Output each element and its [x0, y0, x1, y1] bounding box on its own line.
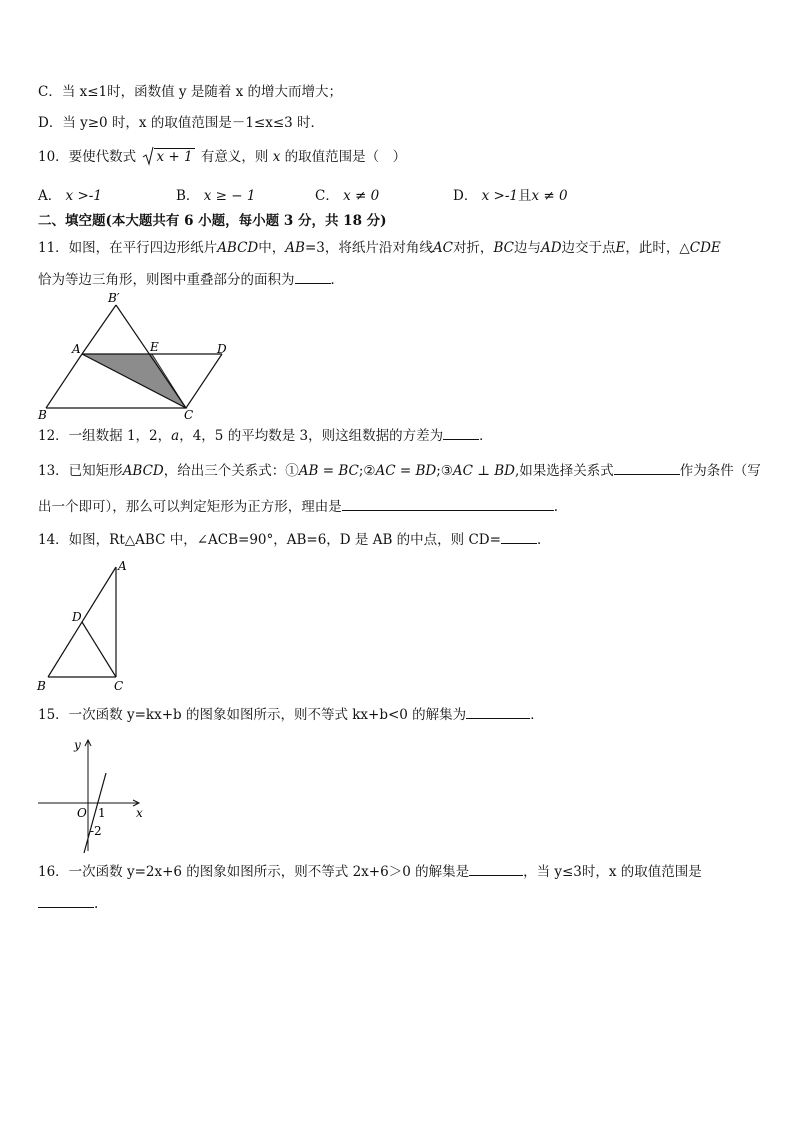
q15-text: 15．一次函数 y=kx+b 的图象如图所示，则不等式 kx+b<0 的解集为	[38, 707, 467, 723]
q14-label-a: A	[118, 559, 127, 573]
q11-label-b: B	[38, 408, 47, 422]
q10-option-d-math2: x ≠ 0	[531, 188, 568, 204]
q13-abcd: ABCD	[122, 463, 164, 479]
q13-sep-1: ;②	[358, 463, 376, 479]
q11-text-5: 边与	[513, 240, 541, 256]
q12-text-1: 12．一组数据 1，2，	[38, 428, 172, 444]
q12-end: ．	[479, 428, 493, 444]
q12-answer-blank[interactable]	[443, 427, 479, 440]
q15-end: ．	[530, 707, 544, 723]
q13-relation-3: AC ⊥ BD	[452, 463, 515, 479]
q16-line1	[38, 863, 702, 881]
q16-answer-blank-1[interactable]	[469, 863, 523, 876]
q11-text-6: 边交于点	[561, 240, 616, 256]
q11-label-d: D	[217, 342, 227, 356]
q11-text-3: =3，将纸片沿对角线	[304, 240, 433, 256]
q13-relation-1: AB = BC	[298, 463, 359, 479]
radical-sign-icon	[142, 146, 154, 166]
q13-text-3: ,如果选择关系式	[514, 463, 614, 479]
q13-line2-text: 出一个即可），那么可以判定矩形为正方形，理由是	[38, 499, 342, 515]
q11-ac: AC	[432, 240, 453, 256]
q13-sep-2: ;③	[436, 463, 453, 479]
q15-label-x: x	[136, 806, 143, 820]
q14-answer-blank[interactable]	[501, 531, 537, 544]
q10-option-a-label: A．	[38, 188, 62, 204]
q10-stem-pre: 10．要使代数式	[38, 149, 137, 165]
q11-ab: AB	[285, 240, 305, 256]
q13-answer-blank-2[interactable]	[342, 498, 554, 511]
q10-option-a-math: x >-1	[65, 188, 102, 204]
q13-text-4: 作为条件（写	[679, 463, 761, 479]
q11-text-4: 对折，	[452, 240, 494, 256]
q16-mid: ，当 y≤3时，x 的取值范围是	[523, 864, 702, 880]
q14	[38, 531, 550, 549]
q10-option-a	[38, 187, 102, 205]
q9-option-c: C．当 x≤1时，函数值 y 是随着 x 的增大而增大；	[38, 84, 343, 100]
section-2-heading: 二、填空题(本大题共有 6 小题，每小题 3 分，共 18 分)	[38, 213, 387, 229]
q10-radicand: x + 1	[156, 149, 193, 165]
q10-stem-post: 的取值范围是（ ）	[284, 149, 407, 165]
q12	[38, 427, 493, 445]
q9-option-d: D．当 y≥0 时，x 的取值范围是－1≤x≤3 时．	[38, 115, 325, 131]
q10-option-d	[453, 187, 568, 205]
q11-line2-text: 恰为等边三角形，则图中重叠部分的面积为	[38, 272, 295, 288]
q11-edge-dc	[186, 354, 222, 408]
q11-end: ．	[330, 272, 344, 288]
q12-a: a	[171, 428, 180, 444]
q10-option-c	[315, 187, 379, 205]
q15	[38, 706, 544, 724]
q11-edge-ab-prime	[82, 305, 116, 354]
q15-label-1: 1	[98, 806, 106, 820]
q11-bc: BC	[493, 240, 514, 256]
q11-label-c: C	[184, 408, 194, 422]
q16-end: .	[94, 896, 99, 912]
q15-answer-blank[interactable]	[466, 706, 530, 719]
q14-text: 14．如图，Rt△ABC 中，∠ACB=90°，AB=6，D 是 AB 的中点，则 CD=	[38, 532, 501, 548]
q13-text-2: ，给出三个关系式：①	[163, 463, 299, 479]
q13-answer-blank-1[interactable]	[614, 462, 680, 475]
q13-text-1: 13．已知矩形	[38, 463, 123, 479]
q11-label-e: E	[150, 340, 159, 354]
q15-label-y: y	[74, 738, 81, 752]
q15-figure	[34, 733, 154, 857]
q10-var: x	[272, 149, 281, 165]
q12-text-2: ，4，5 的平均数是 3，则这组数据的方差为	[179, 428, 444, 444]
q14-median-cd	[82, 622, 116, 677]
q10-option-d-and: 且	[518, 188, 532, 204]
q10-option-b-math: x ≥ − 1	[203, 188, 256, 204]
q11-edge-ab	[46, 354, 82, 408]
q10-option-c-math: x ≠ 0	[343, 188, 380, 204]
q13-line2	[38, 498, 558, 516]
q14-label-b: B	[37, 679, 46, 693]
q10-option-d-label: D．	[453, 188, 478, 204]
q16-text: 16．一次函数 y=2x+6 的图象如图所示，则不等式 2x+6＞0 的解集是	[38, 864, 470, 880]
q13-end: .	[553, 499, 559, 515]
q10-option-d-math1: x >-1	[481, 188, 518, 204]
q15-label-origin: O	[77, 806, 87, 820]
q14-label-c: C	[114, 679, 124, 693]
q11-line1	[38, 239, 721, 257]
q11-line2	[38, 271, 344, 289]
q10-stem	[38, 148, 406, 166]
q11-label-a: A	[72, 342, 81, 356]
q13-line1	[38, 462, 761, 480]
q13-relation-2: AC = BD	[375, 463, 437, 479]
q11-answer-blank[interactable]	[295, 271, 331, 284]
q10-option-b	[176, 187, 255, 205]
q15-label-neg2: -2	[90, 824, 102, 838]
q10-sqrt	[142, 148, 194, 166]
q11-text-7: ，此时，	[625, 240, 680, 256]
q14-figure	[34, 556, 134, 696]
q16-answer-blank-2[interactable]	[38, 895, 94, 908]
q11-text-2: 中，	[258, 240, 286, 256]
q11-figure	[34, 290, 239, 422]
q10-option-c-label: C．	[315, 188, 339, 204]
q10-stem-mid: 有意义，则	[200, 149, 269, 165]
q11-abcd: ABCD	[217, 240, 259, 256]
q16-line2	[38, 895, 98, 913]
q11-e: E	[615, 240, 626, 256]
q11-text-1: 11．如图，在平行四边形纸片	[38, 240, 218, 256]
q10-option-b-label: B．	[176, 188, 200, 204]
q11-label-b-prime: B′	[108, 291, 120, 305]
q14-end: ．	[536, 532, 551, 548]
q11-cde: △CDE	[679, 240, 721, 256]
q11-ad: AD	[540, 240, 562, 256]
q14-label-d: D	[72, 610, 82, 624]
